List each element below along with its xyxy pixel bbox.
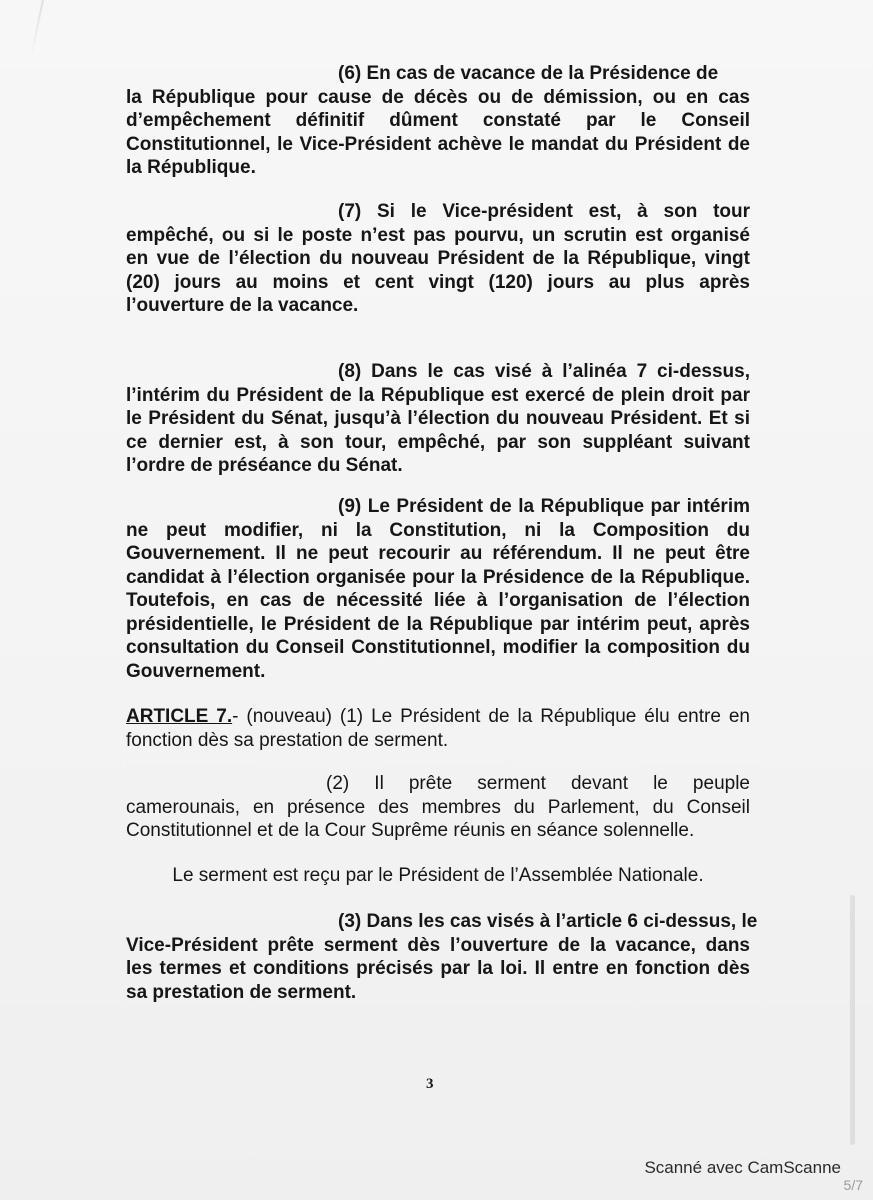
paragraph-line: (7) Si le Vice-président est, à son tour: [338, 201, 750, 222]
page-number: 3: [426, 1076, 434, 1092]
paragraph-line: (8) Dans le cas visé à l’alinéa 7 ci-dessus,: [338, 361, 750, 382]
paragraph-line: camerounais, en présence des membres du Parlement, du Conseil: [126, 796, 750, 818]
paragraph-line: Constitutionnel et de la Cour Suprême réunis en séance solennelle.: [126, 820, 695, 841]
paragraph-line: l’ouverture de la vacance.: [126, 295, 359, 316]
paragraph-line: fonction dès sa prestation de serment.: [126, 729, 449, 751]
paragraph-line: d’empêchement définitif dûment constaté par le Conseil: [126, 110, 750, 131]
paragraph-8: [126, 360, 750, 478]
paragraph-7: [126, 200, 750, 318]
article-7-paragraph-1: [126, 705, 750, 752]
paragraph-line: le Président du Sénat, jusqu’à l’élection du nouveau Président. Et si: [126, 408, 750, 429]
article-intro-text: - (nouveau) (1) Le Président de la République élu entre en: [232, 706, 750, 727]
paragraph-line: Toutefois, en cas de nécessité liée à l’organisation de l’élection: [126, 590, 750, 611]
paragraph-line: Gouvernement.: [126, 660, 266, 682]
paragraph-line: présidentielle, le Président de la République par intérim peut, après: [126, 613, 750, 635]
article-7-paragraph-2: [126, 772, 750, 843]
oath-statement: Le serment est reçu par le Président de l’Assemblée Nationale.: [172, 865, 704, 886]
page-indicator: 5/7: [843, 1177, 863, 1193]
paragraph-line: consultation du Conseil Constitutionnel, modifier la composition du: [126, 637, 750, 658]
paragraph-line: sa prestation de serment.: [126, 981, 357, 1003]
paragraph-line: en vue de l’élection du nouveau Président de la République, vingt: [126, 248, 750, 269]
paragraph-line: (3) Dans les cas visés à l’article 6 ci-dessus, le: [338, 911, 758, 932]
paragraph-line: (9) Le Président de la République par intérim: [338, 496, 750, 517]
paragraph-line: l’intérim du Président de la République est exercé de plein droit par: [126, 384, 750, 406]
paragraph-line: (20) jours au moins et cent vingt (120) jours au plus après: [126, 271, 750, 293]
page-fold-mark: [30, 0, 44, 57]
paragraph-line: Constitutionnel, le Vice-Président achève le mandat du Président de: [126, 133, 750, 155]
paragraph-line: empêché, ou si le poste n’est pas pourvu, un scrutin est organisé: [126, 224, 750, 246]
article-heading: ARTICLE 7.: [126, 706, 233, 727]
scanner-watermark: Scanné avec CamScanne: [644, 1158, 841, 1177]
paragraph-line: Gouvernement. Il ne peut recourir au référendum. Il ne peut être: [126, 543, 750, 564]
paragraph-line: candidat à l’élection organisée pour la Présidence de la République.: [126, 566, 750, 588]
paragraph-line: ce dernier est, à son tour, empêché, par son suppléant suivant: [126, 431, 750, 453]
paragraph-line: la République.: [126, 157, 256, 178]
paragraph-line: [126, 705, 750, 729]
scrollbar[interactable]: [850, 895, 855, 1145]
paragraph-6: [126, 62, 750, 180]
paragraph-line: Vice-Président prête serment dès l’ouverture de la vacance, dans: [126, 934, 750, 956]
paragraph-9: [126, 495, 750, 683]
paragraph-line: l’ordre de préséance du Sénat.: [126, 455, 403, 476]
paragraph-line: la République pour cause de décès ou de démission, ou en cas: [126, 86, 750, 108]
paragraph-line: (6) En cas de vacance de la Présidence de: [338, 63, 719, 84]
paragraph-line: les termes et conditions précisés par la loi. Il entre en fonction dès: [126, 958, 750, 979]
article-7-paragraph-3: [126, 910, 758, 1004]
paragraph-line: (2) Il prête serment devant le peuple: [326, 773, 750, 794]
paragraph-line: ne peut modifier, ni la Constitution, ni la Composition du: [126, 519, 750, 541]
